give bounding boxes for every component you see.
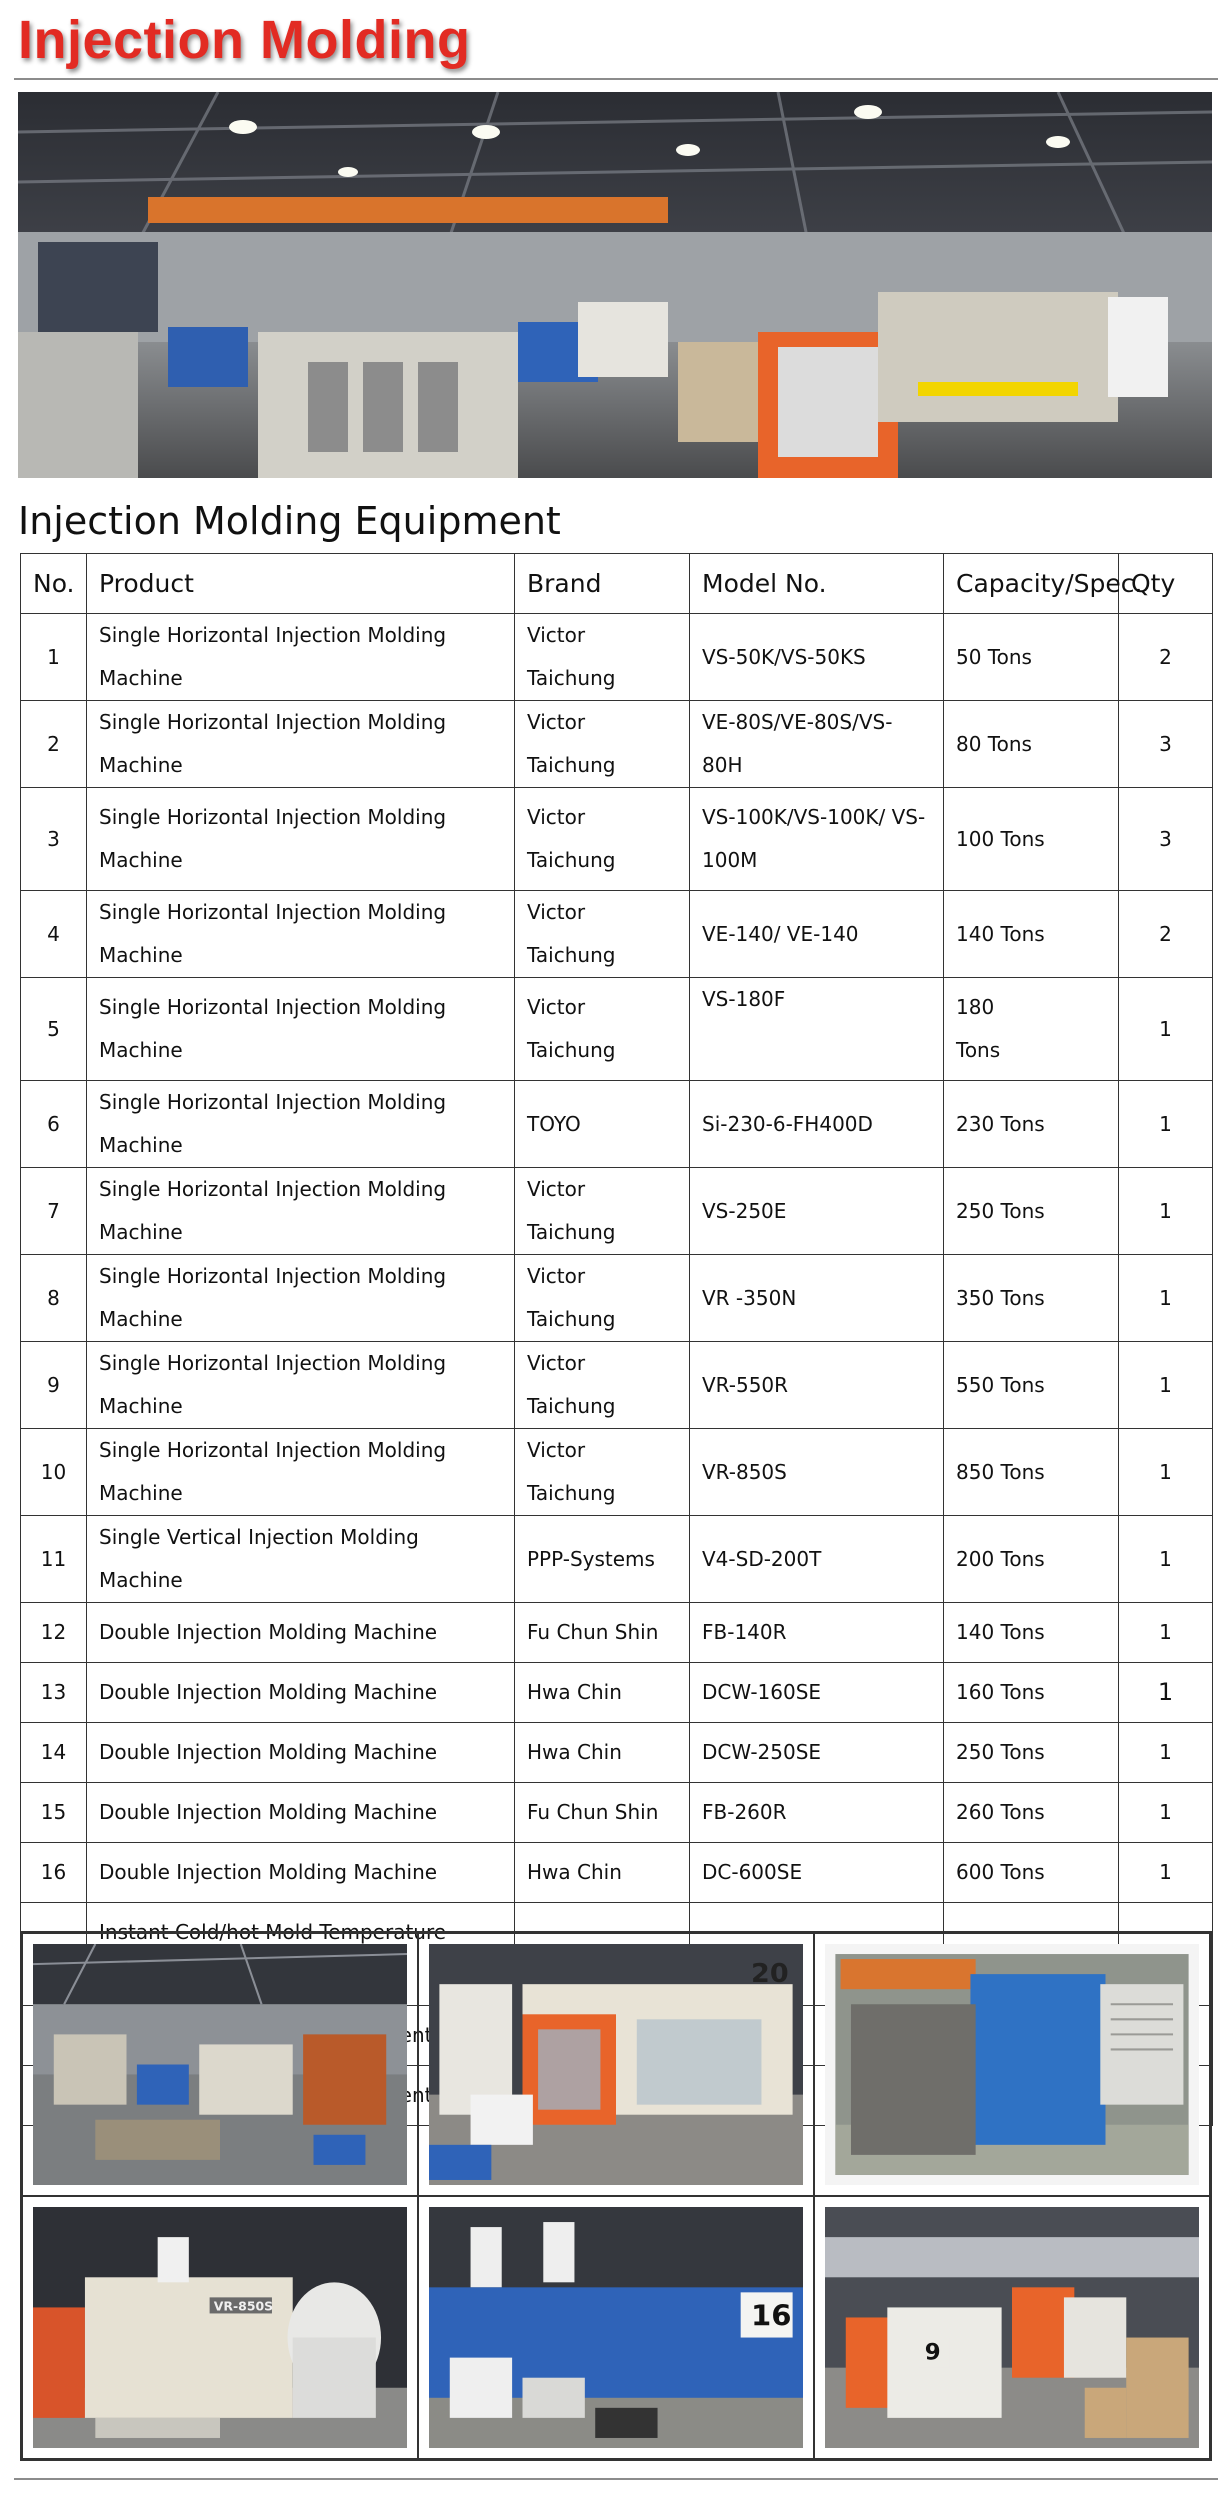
cell-capacity: 80 Tons: [944, 701, 1119, 788]
cell-capacity: 260 Tons: [944, 1783, 1119, 1843]
table-row: [21, 1081, 1213, 1168]
cell-brand: Victor Taichung: [515, 1255, 690, 1342]
cell-product: Single Horizontal Injection Molding Machine: [87, 978, 515, 1081]
cell-no: 12: [21, 1603, 87, 1663]
cell-no: 3: [21, 788, 87, 891]
cell-qty: 1: [1119, 1663, 1213, 1723]
cell-no: 15: [21, 1783, 87, 1843]
cell-brand: Fu Chun Shin: [515, 1783, 690, 1843]
cell-no: 1: [21, 614, 87, 701]
cell-no: 6: [21, 1081, 87, 1168]
cell-capacity: 100 Tons: [944, 788, 1119, 891]
table-row: [21, 1723, 1213, 1783]
photo-gallery: [20, 1931, 1212, 2461]
cell-product: Single Horizontal Injection Molding Machine: [87, 1081, 515, 1168]
cell-model: VS-180F: [690, 978, 944, 1081]
machine-model-label: VR-850S: [213, 2299, 274, 2314]
cell-brand: Victor Taichung: [515, 701, 690, 788]
factory-floor-photo: [18, 92, 1212, 478]
cell-brand: Hwa Chin: [515, 1663, 690, 1723]
table-row: [21, 1603, 1213, 1663]
table-row: [21, 1783, 1213, 1843]
gallery-cell: [22, 1933, 418, 2196]
cell-qty: 1: [1119, 1081, 1213, 1168]
cell-product: Single Vertical Injection Molding Machine: [87, 1516, 515, 1603]
column-header-model: Model No.: [690, 554, 944, 614]
table-row: [21, 1168, 1213, 1255]
cell-model: VR-550R: [690, 1342, 944, 1429]
cell-capacity: 160 Tons: [944, 1663, 1119, 1723]
cell-capacity: 250 Tons: [944, 1723, 1119, 1783]
cell-brand: Victor Taichung: [515, 614, 690, 701]
cell-capacity: 250 Tons: [944, 1168, 1119, 1255]
cell-no: 8: [21, 1255, 87, 1342]
cell-model: DC-600SE: [690, 1843, 944, 1903]
table-row: [21, 1843, 1213, 1903]
cell-capacity: 350 Tons: [944, 1255, 1119, 1342]
cell-no: 11: [21, 1516, 87, 1603]
cell-qty: 1: [1119, 1603, 1213, 1663]
cell-product: Double Injection Molding Machine: [87, 1783, 515, 1843]
cell-brand: Victor Taichung: [515, 891, 690, 978]
cell-capacity: 230 Tons: [944, 1081, 1119, 1168]
workshop-floor-photo: [33, 1944, 407, 2185]
machine-number-label: 9: [924, 2339, 941, 2366]
equipment-section-title: Injection Molding Equipment: [18, 499, 561, 543]
cell-product: Instant Cold/hot Mold Temperature: [87, 1903, 515, 2006]
machine-number-label: 16: [751, 2298, 792, 2333]
table-row: [21, 978, 1213, 1081]
cell-qty: 1: [1119, 1516, 1213, 1603]
cell-model: Si-230-6-FH400D: [690, 1081, 944, 1168]
cell-capacity: 140 Tons: [944, 891, 1119, 978]
cell-product: Single Horizontal Injection Molding Machine: [87, 1342, 515, 1429]
column-header-product: Product: [87, 554, 515, 614]
cell-model: VS-50K/VS-50KS: [690, 614, 944, 701]
cell-capacity: 600 Tons: [944, 1843, 1119, 1903]
cell-product: Single Horizontal Injection Molding Machine: [87, 891, 515, 978]
equipment-table: [20, 553, 1213, 2126]
cell-brand: TOYO: [515, 1081, 690, 1168]
cell-product: Single Horizontal Injection Molding Machine: [87, 1429, 515, 1516]
table-row: [21, 614, 1213, 701]
table-row: [21, 1663, 1213, 1723]
cell-model: DCW-160SE: [690, 1663, 944, 1723]
cell-product: Single Horizontal Injection Molding Machine: [87, 1255, 515, 1342]
cell-brand: Victor Taichung: [515, 1168, 690, 1255]
cell-qty: 3: [1119, 788, 1213, 891]
cell-brand: PPP-Systems: [515, 1516, 690, 1603]
cell-brand: Victor Taichung: [515, 1342, 690, 1429]
footer-divider: [14, 2478, 1218, 2480]
cell-model: VR-850S: [690, 1429, 944, 1516]
title-divider: [14, 78, 1218, 80]
cell-no: 13: [21, 1663, 87, 1723]
cell-qty: 1: [1119, 1429, 1213, 1516]
cell-no: 10: [21, 1429, 87, 1516]
column-header-qty: Qty: [1119, 554, 1213, 614]
cell-model: DCW-250SE: [690, 1723, 944, 1783]
cell-qty: 1: [1119, 1783, 1213, 1843]
cell-qty: 1: [1119, 1255, 1213, 1342]
cell-model: VE-140/ VE-140: [690, 891, 944, 978]
cell-no: 4: [21, 891, 87, 978]
cell-capacity: 50 Tons: [944, 614, 1119, 701]
table-row: [21, 1255, 1213, 1342]
cell-capacity: 200 Tons: [944, 1516, 1119, 1603]
page-title: Injection Molding: [18, 10, 471, 70]
table-row: [21, 1342, 1213, 1429]
cell-product: Single Horizontal Injection Molding Machine: [87, 614, 515, 701]
cell-product: Double Injection Molding Machine: [87, 1843, 515, 1903]
table-row: [21, 1429, 1213, 1516]
cell-model: FB-260R: [690, 1783, 944, 1843]
table-row: [21, 891, 1213, 978]
cell-qty: 2: [1119, 891, 1213, 978]
gallery-cell: [22, 2196, 418, 2459]
blue-molding-machine-photo: [429, 2207, 803, 2448]
table-row: [21, 701, 1213, 788]
cell-brand: Victor Taichung: [515, 788, 690, 891]
cell-product: Double Injection Molding Machine: [87, 1723, 515, 1783]
cell-brand: Victor Taichung: [515, 1429, 690, 1516]
cell-brand: Hwa Chin: [515, 1723, 690, 1783]
cell-capacity: 180 Tons: [944, 978, 1119, 1081]
cell-no: 7: [21, 1168, 87, 1255]
cell-brand: Victor Taichung: [515, 978, 690, 1081]
cell-qty: 1: [1119, 1843, 1213, 1903]
cell-product: Single Horizontal Injection Molding Machine: [87, 701, 515, 788]
cell-no: 2: [21, 701, 87, 788]
cell-capacity: 850 Tons: [944, 1429, 1119, 1516]
machine-number-label: 20: [751, 1958, 789, 1990]
cell-model: VS-100K/VS-100K/ VS-100M: [690, 788, 944, 891]
cell-no: 5: [21, 978, 87, 1081]
machine-row-photo: [825, 2207, 1199, 2448]
gallery-cell: [418, 2196, 814, 2459]
cell-brand: Hwa Chin: [515, 1843, 690, 1903]
cell-product: Single Horizontal Injection Molding Machine: [87, 788, 515, 891]
cell-no: 9: [21, 1342, 87, 1429]
cell-no: 14: [21, 1723, 87, 1783]
cell-qty: 1: [1119, 1723, 1213, 1783]
cell-model: V4-SD-200T: [690, 1516, 944, 1603]
cell-capacity: 140 Tons: [944, 1603, 1119, 1663]
table-header-row: [21, 554, 1213, 614]
cell-model: VR -350N: [690, 1255, 944, 1342]
cell-no: 16: [21, 1843, 87, 1903]
cell-model: VS-250E: [690, 1168, 944, 1255]
orange-molding-machine-photo: [429, 1944, 803, 2185]
column-header-brand: Brand: [515, 554, 690, 614]
cell-product: Double Injection Molding Machine: [87, 1663, 515, 1723]
cell-product: Single Horizontal Injection Molding Machine: [87, 1168, 515, 1255]
blue-temperature-unit-photo: [825, 1944, 1199, 2185]
gallery-cell: [814, 1933, 1210, 2196]
cell-qty: 1: [1119, 1168, 1213, 1255]
cell-capacity: 550 Tons: [944, 1342, 1119, 1429]
column-header-capacity: Capacity/Spec.: [944, 554, 1119, 614]
cell-brand: Fu Chun Shin: [515, 1603, 690, 1663]
column-header-no: No.: [21, 554, 87, 614]
cell-product: Double Injection Molding Machine: [87, 1603, 515, 1663]
cell-qty: 2: [1119, 614, 1213, 701]
gallery-cell: [814, 2196, 1210, 2459]
cell-qty: 1: [1119, 978, 1213, 1081]
table-row: [21, 788, 1213, 891]
table-row: [21, 1516, 1213, 1603]
gallery-cell: [418, 1933, 814, 2196]
vr-850s-machine-photo: [33, 2207, 407, 2448]
cell-qty: 3: [1119, 701, 1213, 788]
cell-model: VE-80S/VE-80S/VS-80H: [690, 701, 944, 788]
cell-model: FB-140R: [690, 1603, 944, 1663]
cell-qty: 1: [1119, 1342, 1213, 1429]
